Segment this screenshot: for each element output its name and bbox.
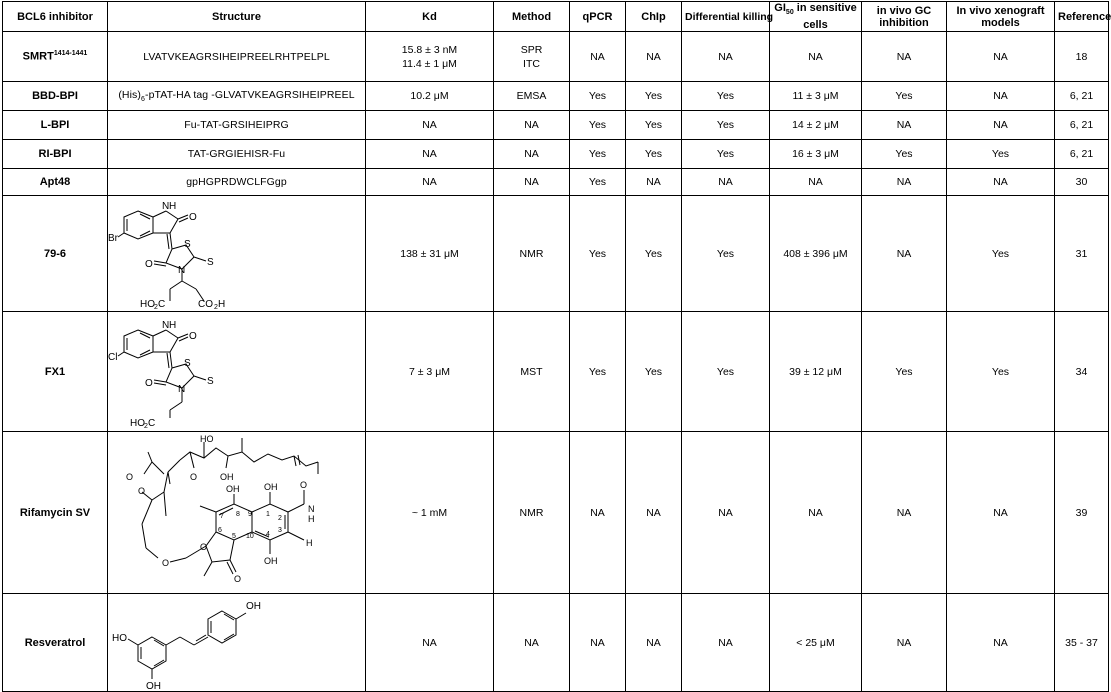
inhibitor-name: BBD-BPI	[3, 82, 108, 111]
atom-label: O	[300, 479, 308, 490]
atom-label: 8	[236, 510, 240, 518]
atom-label: 10	[246, 532, 254, 540]
xenograft-value: NA	[947, 432, 1055, 594]
inhibitor-name: Rifamycin SV	[3, 432, 108, 594]
gi50-value: 14 ± 2 μM	[770, 111, 862, 140]
table-row	[3, 594, 1109, 692]
qpcr-value: NA	[570, 32, 626, 82]
chip-value: Yes	[626, 140, 682, 169]
inhibitor-name: L-BPI	[3, 111, 108, 140]
seq-subscript: 6	[141, 96, 145, 104]
gi50-label: GI	[774, 2, 786, 14]
col-header-gi50	[770, 2, 862, 32]
col-header-kd: Kd	[366, 2, 494, 32]
atom-label: N	[162, 319, 170, 331]
atom-label: 5	[232, 532, 236, 540]
structure-drawing	[108, 432, 366, 594]
atom-label: O	[190, 471, 198, 482]
name-superscript: 1414-1441	[53, 50, 88, 58]
chip-value: Yes	[626, 196, 682, 312]
diff-killing-value: NA	[682, 594, 770, 692]
gc-value: NA	[862, 432, 947, 594]
xenograft-value: Yes	[947, 140, 1055, 169]
atom-label: HO	[200, 433, 214, 444]
table-row	[3, 432, 1109, 594]
atom-label: O	[145, 377, 153, 389]
diff-killing-value: NA	[682, 432, 770, 594]
atom-label: HO	[140, 298, 155, 310]
atom-label: 3	[278, 526, 282, 534]
atom-label: O	[189, 211, 197, 223]
atom-label: N	[178, 264, 186, 276]
gi50-label-rest: in sensitive cells	[793, 2, 857, 32]
inhibitor-name: RI-BPI	[3, 140, 108, 169]
qpcr-value: Yes	[570, 196, 626, 312]
xenograft-value: NA	[947, 169, 1055, 196]
structure-drawing	[108, 312, 366, 432]
gi50-value: NA	[770, 169, 862, 196]
qpcr-value: NA	[570, 594, 626, 692]
atom-label: OH	[264, 555, 278, 566]
structure-sequence: Fu-TAT-GRSIHEIPRG	[108, 111, 366, 140]
name-text: SMRT	[22, 51, 54, 64]
gi50-value: 408 ± 396 μM	[770, 196, 862, 312]
seq-part: -pTAT-HA tag -GLVATVKEAGRSIHEIPREEL	[145, 89, 355, 102]
atom-label: OH	[146, 680, 161, 692]
structure-79-6	[108, 197, 308, 311]
chip-value: Yes	[626, 82, 682, 111]
atom-label: 2	[278, 514, 282, 522]
diff-killing-value: Yes	[682, 82, 770, 111]
gi50-subscript: 50	[785, 9, 794, 17]
method-value: EMSA	[494, 82, 570, 111]
header-row	[3, 2, 1109, 32]
kd-value	[366, 32, 494, 82]
chip-value: NA	[626, 432, 682, 594]
gc-value: Yes	[862, 82, 947, 111]
inhibitor-name: Apt48	[3, 169, 108, 196]
col-header-inhibitor: BCL6 inhibitor	[3, 2, 108, 32]
atom-label: H	[306, 537, 313, 548]
structure-rifamycin-sv	[108, 434, 358, 592]
atom-label: S	[207, 256, 214, 268]
atom-label: S	[184, 357, 191, 369]
col-header-gc-inhibition: in vivo GC inhibition	[862, 2, 947, 32]
atom-label: H	[308, 513, 315, 524]
method-line: ITC	[523, 57, 540, 70]
reference-value: 18	[1055, 32, 1109, 82]
kd-value: 10.2 μM	[366, 82, 494, 111]
method-value: NMR	[494, 196, 570, 312]
atom-label: S	[207, 375, 214, 387]
atom-label: H	[169, 200, 177, 212]
reference-value: 34	[1055, 312, 1109, 432]
xenograft-value: Yes	[947, 312, 1055, 432]
atom-label: Br	[108, 232, 118, 244]
atom-label: O	[234, 573, 242, 584]
reference-value: 6, 21	[1055, 82, 1109, 111]
atom-label: H	[218, 298, 226, 310]
structure-fx1	[108, 314, 308, 430]
xenograft-value: NA	[947, 111, 1055, 140]
reference-value: 31	[1055, 196, 1109, 312]
atom-label: C	[158, 298, 166, 310]
reference-value: 35 - 37	[1055, 594, 1109, 692]
atom-label: 2	[144, 422, 148, 430]
kd-value: 138 ± 31 μM	[366, 196, 494, 312]
method-value: MST	[494, 312, 570, 432]
atom-label: OH	[246, 600, 261, 612]
atom-label: S	[184, 238, 191, 250]
col-header-differential-killing: Differential killing	[682, 2, 770, 32]
col-header-chip: ChIp	[626, 2, 682, 32]
method-line: SPR	[520, 43, 543, 56]
atom-label: H	[169, 319, 177, 331]
diff-killing-value: Yes	[682, 312, 770, 432]
table-row	[3, 169, 1109, 196]
method-value: NMR	[494, 432, 570, 594]
reference-value: 30	[1055, 169, 1109, 196]
gc-value: NA	[862, 594, 947, 692]
atom-label: 6	[218, 526, 222, 534]
atom-label: O	[162, 557, 170, 568]
kd-line: 15.8 ± 3 nM	[401, 43, 458, 56]
gi50-value: 39 ± 12 μM	[770, 312, 862, 432]
atom-label: 4	[266, 530, 270, 538]
inhibitor-name: 79-6	[3, 196, 108, 312]
gi50-value: NA	[770, 432, 862, 594]
inhibitor-name	[3, 32, 108, 82]
atom-label: OH	[220, 471, 234, 482]
atom-label: O	[189, 330, 197, 342]
method-value: NA	[494, 111, 570, 140]
chip-value: Yes	[626, 312, 682, 432]
atom-label: 2	[214, 303, 218, 311]
chip-value: NA	[626, 169, 682, 196]
atom-label: O	[126, 471, 134, 482]
atom-label: N	[308, 503, 315, 514]
col-header-method: Method	[494, 2, 570, 32]
gc-value: Yes	[862, 312, 947, 432]
diff-killing-value: Yes	[682, 111, 770, 140]
method-value: NA	[494, 169, 570, 196]
xenograft-value: NA	[947, 32, 1055, 82]
chip-value: Yes	[626, 111, 682, 140]
col-header-structure: Structure	[108, 2, 366, 32]
atom-label: Cl	[108, 351, 118, 363]
diff-killing-value: NA	[682, 169, 770, 196]
atom-label: O	[138, 485, 146, 496]
xenograft-value: Yes	[947, 196, 1055, 312]
atom-label: 1	[266, 510, 270, 518]
seq-part: (His)	[118, 89, 141, 102]
gi50-value: < 25 μM	[770, 594, 862, 692]
kd-value: ~ 1 mM	[366, 432, 494, 594]
qpcr-value: Yes	[570, 111, 626, 140]
table-row	[3, 140, 1109, 169]
xenograft-value: NA	[947, 594, 1055, 692]
reference-value: 39	[1055, 432, 1109, 594]
gi50-value: 16 ± 3 μM	[770, 140, 862, 169]
col-header-xenograft: In vivo xenograft models	[947, 2, 1055, 32]
inhibitor-name: Resveratrol	[3, 594, 108, 692]
structure-sequence: LVATVKEAGRSIHEIPREELRHTPELPL	[108, 32, 366, 82]
qpcr-value: Yes	[570, 140, 626, 169]
method-value: NA	[494, 140, 570, 169]
atom-label: N	[162, 200, 170, 212]
gc-value: NA	[862, 196, 947, 312]
col-header-qpcr: qPCR	[570, 2, 626, 32]
atom-label: C	[148, 417, 156, 429]
inhibitor-name: FX1	[3, 312, 108, 432]
atom-label: HO	[112, 632, 127, 644]
atom-label: 7	[220, 512, 224, 520]
qpcr-value: Yes	[570, 312, 626, 432]
diff-killing-value: NA	[682, 32, 770, 82]
qpcr-value: NA	[570, 432, 626, 594]
method-value: NA	[494, 594, 570, 692]
chip-value: NA	[626, 32, 682, 82]
kd-value: 7 ± 3 μM	[366, 312, 494, 432]
structure-drawing	[108, 196, 366, 312]
bcl6-inhibitor-table	[2, 1, 1109, 692]
chip-value: NA	[626, 594, 682, 692]
diff-killing-value: Yes	[682, 140, 770, 169]
atom-label: 9	[248, 510, 252, 518]
structure-sequence: TAT-GRGIEHISR-Fu	[108, 140, 366, 169]
gc-value: NA	[862, 111, 947, 140]
atom-label: O	[200, 541, 208, 552]
gc-value: Yes	[862, 140, 947, 169]
diff-killing-value: Yes	[682, 196, 770, 312]
atom-label: N	[178, 383, 186, 395]
gi50-value: 11 ± 3 μM	[770, 82, 862, 111]
structure-sequence	[108, 82, 366, 111]
table-row	[3, 111, 1109, 140]
table-row	[3, 82, 1109, 111]
structure-sequence: gpHGPRDWCLFGgp	[108, 169, 366, 196]
atom-label: HO	[130, 417, 145, 429]
gc-value: NA	[862, 169, 947, 196]
method-value	[494, 32, 570, 82]
kd-value: NA	[366, 594, 494, 692]
table-row	[3, 32, 1109, 82]
atom-label: OH	[264, 481, 278, 492]
gi50-value: NA	[770, 32, 862, 82]
structure-drawing	[108, 594, 366, 692]
reference-value: 6, 21	[1055, 111, 1109, 140]
xenograft-value: NA	[947, 82, 1055, 111]
reference-value: 6, 21	[1055, 140, 1109, 169]
kd-value: NA	[366, 111, 494, 140]
kd-value: NA	[366, 169, 494, 196]
atom-label: OH	[226, 483, 240, 494]
structure-resveratrol	[108, 595, 308, 691]
atom-label: 2	[154, 303, 158, 311]
kd-line: 11.4 ± 1 μM	[402, 57, 457, 70]
qpcr-value: Yes	[570, 82, 626, 111]
table-row	[3, 312, 1109, 432]
table-row	[3, 196, 1109, 312]
atom-label: O	[145, 258, 153, 270]
gc-value: NA	[862, 32, 947, 82]
kd-value: NA	[366, 140, 494, 169]
col-header-reference: Reference	[1055, 2, 1109, 32]
atom-label: CO	[198, 298, 213, 310]
qpcr-value: Yes	[570, 169, 626, 196]
